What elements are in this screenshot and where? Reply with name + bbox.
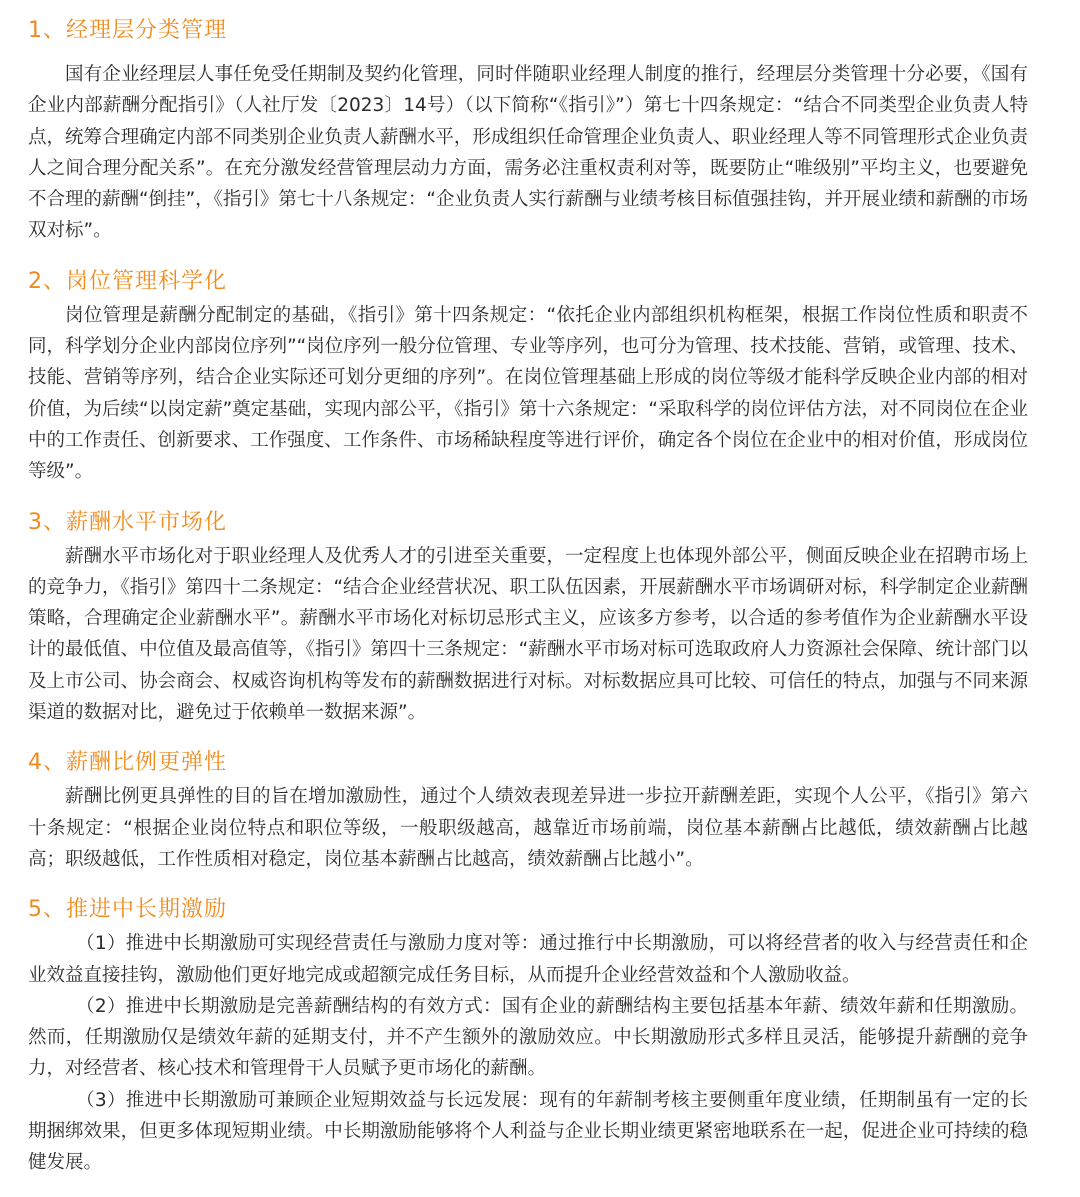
section-title: 3、薪酬水平市场化: [28, 509, 227, 535]
section-paragraph: （1）推进中长期激励可实现经营责任与激励力度对等：通过推行中长期激励，可以将经营者的收入与经营责任和企业效益直接挂钩，激励他们更好地完成或超额完成任务目标，从而提升企业经营效益和个人激励收益。: [28, 933, 1028, 986]
section-3: [28, 508, 1028, 729]
section-paragraph: 薪酬比例更具弹性的目的旨在增加激励性，通过个人绩效表现差异进一步拉开薪酬差距，实现个人公平，《指引》第六十条规定：“根据企业岗位特点和职位等级，一般职级越高，越靠近市场前端，岗位基本薪酬占比越低，绩效薪酬占比越高；职级越低，工作性质相对稳定，岗位基本薪酬占比越高，绩效薪酬占比越小”。: [28, 786, 1028, 870]
section-paragraph: 薪酬水平市场化对于职业经理人及优秀人才的引进至关重要，一定程度上也体现外部公平，侧面反映企业在招聘市场上的竞争力，《指引》第四十二条规定：“结合企业经营状况、职工队伍因素，开展薪酬水平市场调研对标，科学制定企业薪酬策略，合理确定企业薪酬水平”。薪酬水平市场化对标切忌形式主义，应该多方参考，以合适的参考值作为企业薪酬水平设计的最低值、中位值及最高值等，《指引》第四十三条规定：“薪酬水平市场对标可选取政府人力资源社会保障、统计部门以及上市公司、协会商会、权威咨询机构等发布的薪酬数据进行对标。对标数据应具可比较、可信任的特点，加强与不同来源渠道的数据对比，避免过于依赖单一数据来源”。: [28, 545, 1028, 724]
section-title: 1、经理层分类管理: [28, 18, 227, 43]
section-2: [28, 267, 1028, 488]
section-title: 5、推进中长期激励: [28, 897, 227, 923]
section-paragraph: （3）推进中长期激励可兼顾企业短期效益与长远发展：现有的年薪制考核主要侧重年度业绩，任期制虽有一定的长期捆绑效果，但更多体现短期业绩。中长期激励能够将个人利益与企业长期业绩更紧密地联系在一起，促进企业可持续的稳健发展。: [28, 1089, 1028, 1174]
section-5: [28, 895, 1028, 1178]
section-title: 4、薪酬比例更弹性: [28, 750, 227, 776]
section-paragraph: 岗位管理是薪酬分配制定的基础，《指引》第十四条规定：“依托企业内部组织机构框架，根据工作岗位性质和职责不同，科学划分企业内部岗位序列”“岗位序列一般分位管理、专业等序列，也可分为管理、技术技能、营销，或管理、技术、技能、营销等序列，结合企业实际还可划分更细的序列”。在岗位管理基础上形成的岗位等级才能科学反映企业内部的相对价值，为后续“以岗定薪”奠定基础，实现内部公平，《指引》第十六条规定：“采取科学的岗位评估方法，对不同岗位在企业中的工作责任、创新要求、工作强度、工作条件、市场稀缺程度等进行评价，确定各个岗位在企业中的相对价值，形成岗位等级”。: [28, 304, 1029, 483]
section-paragraph: （2）推进中长期激励是完善薪酬结构的有效方式：国有企业的薪酬结构主要包括基本年薪、绩效年薪和任期激励。然而，任期激励仅是绩效年薪的延期支付，并不产生额外的激励效应。中长期激励形式多样且灵活，能够提升薪酬的竞争力，对经营者、核心技术和管理骨干人员赋予更市场化的薪酬。: [28, 995, 1028, 1080]
section-4: [28, 748, 1028, 875]
section-paragraph: 国有企业经理层人事任免受任期制及契约化管理，同时伴随职业经理人制度的推行，经理层分类管理十分必要，《国有企业内部薪酬分配指引》（人社厅发〔2023〕14号）（以下简称“《指引》”）第七十四条规定：“结合不同类型企业负责人特点，统筹合理确定内部不同类别企业负责人薪酬水平，形成组织任命管理企业负责人、职业经理人等不同管理形式企业负责人之间合理分配关系”。在充分激发经营管理层动力方面，需务必注重权责利对等，既要防止“唯级别”平均主义，也要避免不合理的薪酬“倒挂”，《指引》第七十八条规定：“企业负责人实行薪酬与业绩考核目标值强挂钩，并开展业绩和薪酬的市场双对标”。: [28, 64, 1029, 242]
section-1: [28, 16, 1028, 247]
section-title: 2、岗位管理科学化: [28, 268, 227, 294]
